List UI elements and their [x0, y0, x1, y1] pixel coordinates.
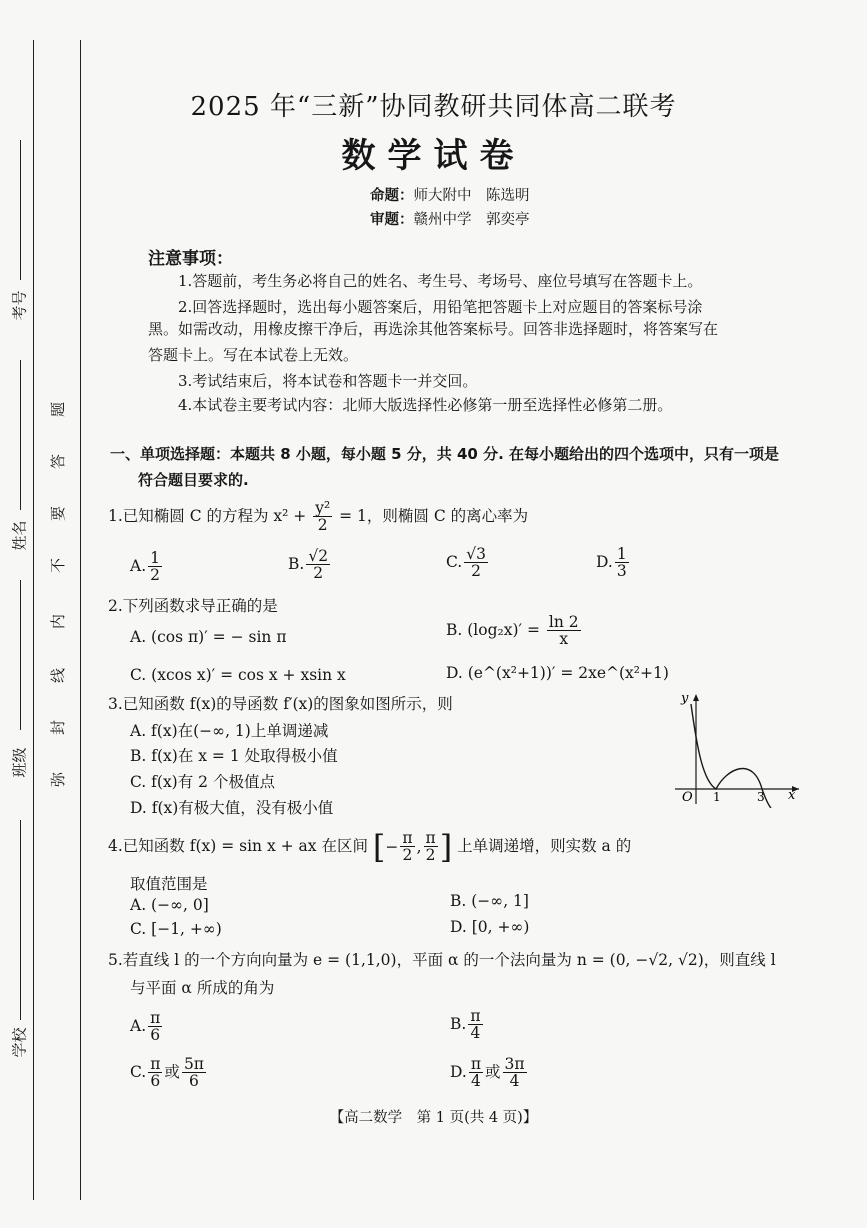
q1-frac-num: y² — [315, 499, 331, 517]
q1-stem-fraction — [313, 500, 332, 534]
graph-tick-1: 1 — [713, 790, 721, 804]
q4-frac-left: $\frac{\pi}{2}$ — [402, 829, 413, 865]
seal-char: 线 — [49, 667, 68, 684]
exam-title: 2025 年“三新”协同教研共同体高二联考 — [190, 92, 677, 122]
q4-frac-right: $\frac{\pi}{2}$ — [425, 829, 436, 865]
option-num: √3 — [466, 545, 486, 563]
question-5-line2: 与平面 α 所成的角为 — [130, 979, 275, 997]
q1-option-d — [596, 546, 631, 580]
page-footer: 【高二数学 第 1 页(共 4 页)】 — [329, 1110, 538, 1126]
q4-option-d: D. [0, +∞) — [450, 918, 530, 936]
seal-char: 题 — [49, 401, 68, 418]
graph-x-label: x — [788, 788, 796, 803]
option-num: 1 — [616, 545, 627, 563]
section-heading-line1: 一、单项选择题：本题共 8 小题，每小题 5 分，共 40 分. 在每小题给出的四个选项中，只有一项是 — [110, 445, 780, 463]
q5-option-a: A. $\frac{\pi}{6}$ — [130, 1009, 161, 1045]
q2-b-fraction — [547, 614, 581, 648]
section-heading — [110, 441, 810, 493]
q1-option-a — [130, 550, 164, 584]
subject-title: 数学试卷 — [341, 136, 526, 176]
margin-line-inner — [80, 40, 81, 1200]
q5-option-d: D. $\frac{\pi}{4}$ 或 $\frac{3\pi}{4}$ — [450, 1055, 525, 1091]
graph-origin-label: O — [682, 790, 693, 805]
seal-char: 弥 — [49, 771, 68, 788]
q2-b-num: ln 2 — [548, 613, 579, 631]
q1-option-b — [288, 548, 332, 582]
setter-label: 命题： — [370, 188, 414, 204]
option-den: 2 — [150, 566, 160, 585]
reviewer-label: 审题： — [370, 212, 414, 228]
notice-item-2-line1: 2.回答选择题时，选出每小题答案后，用铅笔把答题卡上对应题目的答案标号涂 — [178, 298, 703, 316]
q4-option-a: A. (−∞, 0] — [130, 896, 209, 914]
option-num: 1 — [150, 549, 160, 567]
school-label: 学校 — [10, 1027, 29, 1058]
setter-line — [370, 184, 530, 205]
question-3-stem: 3.已知函数 f(x)的导函数 f′(x)的图象如图所示，则 — [108, 695, 453, 713]
q4-interval: [ − $\frac{\pi}{2}$ , $\frac{\pi}{2}$ ] — [372, 827, 453, 866]
option-den: 2 — [471, 562, 482, 581]
notice-item-3: 3.考试结束后，将本试卷和答题卡一并交回。 — [178, 372, 478, 390]
seal-char: 答 — [49, 453, 68, 470]
notice-item-4: 4.本试卷主要考试内容：北师大版选择性必修第一册至选择性必修第二册。 — [178, 396, 673, 414]
q2-option-d: D. (e^(x²+1))′ = 2xe^(x²+1) — [446, 664, 669, 682]
question-4-line2: 取值范围是 — [130, 875, 208, 893]
option-fraction: $\frac{\pi}{4}$ — [470, 1055, 481, 1091]
derivative-graph — [665, 686, 805, 808]
seal-char: 不 — [49, 557, 68, 574]
seal-char: 要 — [49, 505, 68, 522]
q5-option-c: C. $\frac{\pi}{6}$ 或 $\frac{5\pi}{6}$ — [130, 1055, 204, 1091]
q4-option-c: C. [−1, +∞) — [130, 920, 222, 938]
q3-option-c: C. f(x)有 2 个极值点 — [130, 773, 275, 791]
q4-stem-tail: 上单调递增，则实数 a 的 — [457, 836, 632, 855]
option-fraction: $\frac{3\pi}{4}$ — [504, 1055, 525, 1091]
option-fraction: $\frac{\pi}{4}$ — [470, 1007, 481, 1043]
option-fraction: $\frac{5\pi}{6}$ — [183, 1055, 204, 1091]
option-fraction — [464, 546, 488, 580]
option-fraction — [148, 550, 162, 584]
option-den: 3 — [616, 562, 627, 581]
q2-b-den: x — [559, 630, 569, 649]
option-fraction — [306, 548, 330, 582]
q1-stem-lead: 1.已知椭圆 C 的方程为 x² + — [108, 506, 312, 525]
q1-option-c — [446, 546, 490, 580]
name-label: 姓名 — [10, 520, 29, 551]
option-den: 2 — [313, 564, 324, 583]
seal-char: 内 — [49, 613, 68, 630]
q3-option-b: B. f(x)在 x = 1 处取得极小值 — [130, 747, 338, 765]
option-label: C. — [446, 552, 463, 571]
option-num: √2 — [308, 547, 329, 565]
option-fraction: $\frac{\pi}{6}$ — [150, 1055, 161, 1091]
q3-option-a: A. f(x)在(−∞, 1)上单调递减 — [130, 722, 329, 740]
name-underline — [20, 360, 21, 510]
school-underline — [20, 820, 21, 1020]
section-heading-line2: 符合题目要求的. — [138, 471, 249, 489]
q2-option-b — [446, 614, 583, 648]
reviewer-value: 赣州中学 郭奕亭 — [413, 212, 530, 228]
q5-option-b: B. $\frac{\pi}{4}$ — [450, 1007, 481, 1043]
option-fraction — [615, 546, 629, 580]
notice-item-2-line3: 答题卡上。写在本试卷上无效。 — [148, 346, 359, 364]
q2-b-lead: B. (log₂x)′ = — [446, 620, 545, 639]
q1-frac-den: 2 — [317, 516, 328, 535]
graph-y-label: y — [681, 691, 689, 706]
option-label: A. — [130, 556, 147, 575]
class-underline — [20, 580, 21, 730]
q4-minus: − — [385, 837, 399, 856]
graph-tick-3: 3 — [757, 790, 765, 804]
option-label: D. — [596, 552, 613, 571]
seal-char: 封 — [49, 719, 68, 736]
question-1-stem — [108, 500, 528, 534]
notice-item-2-line2: 黑。如需改动，用橡皮擦干净后，再选涂其他答案标号。回答非选择题时，将答案写在 — [148, 320, 719, 338]
class-label: 班级 — [10, 747, 29, 778]
margin-line-outer — [33, 40, 34, 1200]
q2-option-a: A. (cos π)′ = − sin π — [130, 628, 287, 646]
reviewer-line — [370, 208, 530, 229]
q4-stem-lead: 4.已知函数 f(x) = sin x + ax 在区间 — [108, 836, 368, 855]
q2-option-c: C. (xcos x)′ = cos x + xsin x — [130, 666, 346, 684]
setter-value: 师大附中 陈选明 — [413, 188, 530, 204]
notice-heading: 注意事项： — [148, 249, 233, 269]
option-fraction: $\frac{\pi}{6}$ — [150, 1009, 161, 1045]
exam-number-label: 考号 — [10, 290, 29, 321]
option-label: B. — [288, 554, 305, 573]
question-4-stem — [108, 827, 632, 866]
question-5-line1: 5.若直线 l 的一个方向向量为 e = (1,1,0)，平面 α 的一个法向量为 n = (0, −√2, √2)，则直线 l — [108, 951, 776, 969]
q4-option-b: B. (−∞, 1] — [450, 892, 529, 910]
q1-stem-tail: = 1，则椭圆 C 的离心率为 — [334, 506, 529, 525]
question-2-stem: 2.下列函数求导正确的是 — [108, 597, 278, 615]
notice-item-1: 1.答题前，考生务必将自己的姓名、考生号、考场号、座位号填写在答题卡上。 — [178, 272, 703, 290]
q3-option-d: D. f(x)有极大值，没有极小值 — [130, 799, 334, 817]
